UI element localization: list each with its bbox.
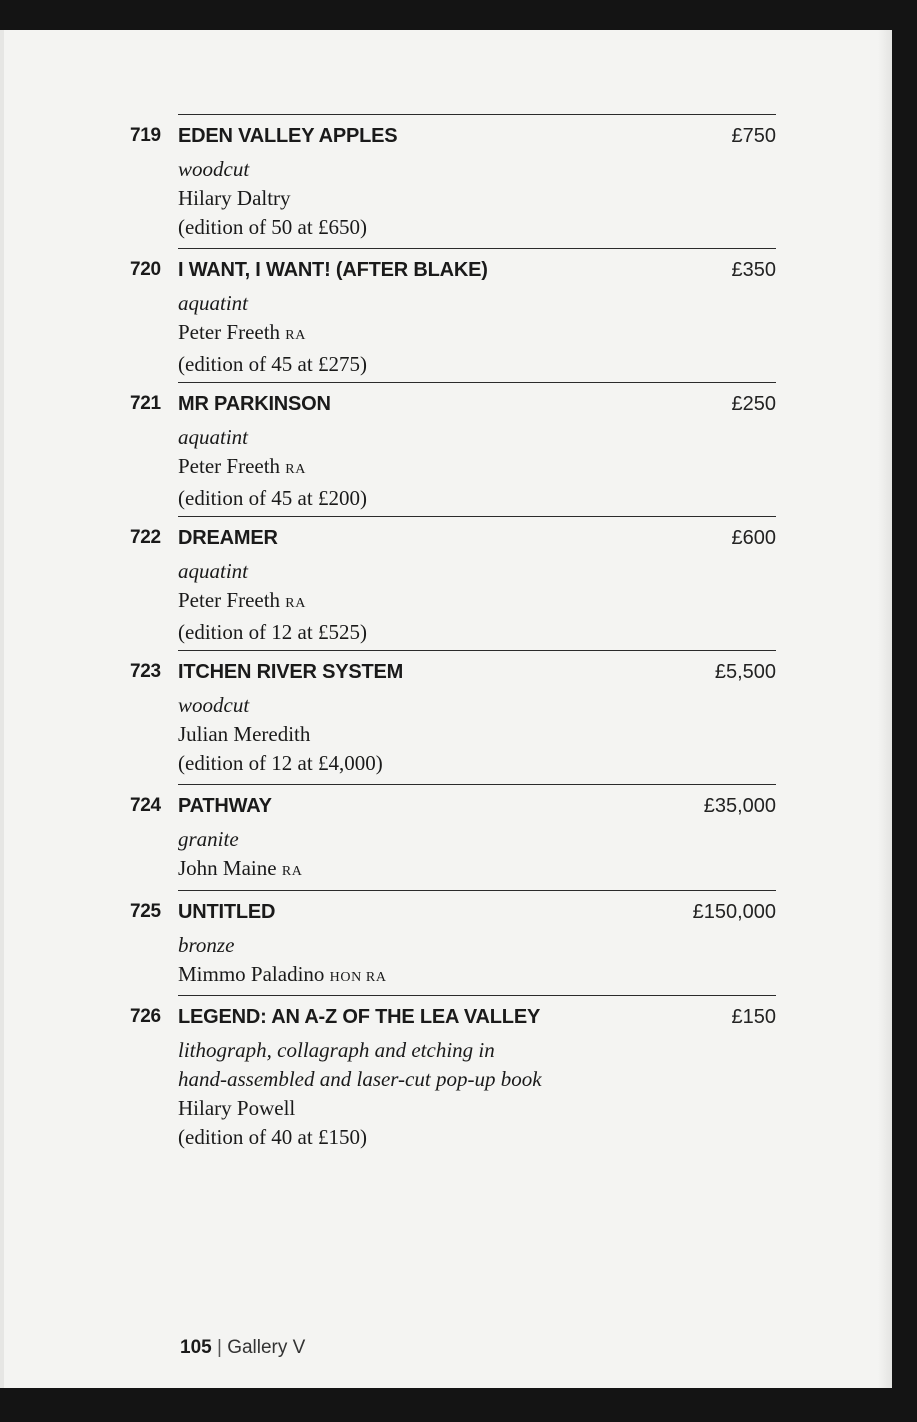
entry-title: MR PARKINSON xyxy=(178,393,331,415)
artist-name: Hilary Daltry xyxy=(178,186,291,210)
entry-number: 721 xyxy=(130,393,161,414)
artist-honour: RA xyxy=(285,462,306,477)
entry-number: 725 xyxy=(130,901,161,922)
catalogue-entry xyxy=(130,890,776,986)
entry-price: £350 xyxy=(731,259,776,281)
entry-title: ITCHEN RIVER SYSTEM xyxy=(178,661,404,683)
entry-medium: aquatint xyxy=(178,559,249,583)
catalogue-entry xyxy=(130,382,776,510)
entry-title: I WANT, I WANT! (AFTER BLAKE) xyxy=(178,259,488,281)
catalogue-entry xyxy=(130,114,776,239)
catalogue-entry xyxy=(130,248,776,376)
catalogue-entry xyxy=(130,516,776,644)
entry-price: £600 xyxy=(731,527,776,549)
artist-name: Mimmo Paladino xyxy=(178,962,325,986)
artist-name: John Maine xyxy=(178,856,277,880)
section-name: Gallery V xyxy=(227,1337,306,1358)
artist-honour: RA xyxy=(281,864,303,879)
artist-honour: RA xyxy=(285,596,306,611)
entry-number: 726 xyxy=(130,1006,161,1027)
entry-artist xyxy=(178,960,387,992)
entry-artist xyxy=(178,318,367,350)
entry-number: 719 xyxy=(130,125,161,146)
entry-artist xyxy=(178,1094,542,1123)
page-number: 105 xyxy=(180,1337,212,1358)
entry-medium: woodcut xyxy=(178,157,250,181)
artist-honour: RA xyxy=(285,328,306,343)
entry-title: UNTITLED xyxy=(178,901,276,923)
entry-artist xyxy=(178,586,367,618)
entry-number: 722 xyxy=(130,527,161,548)
entry-price: £750 xyxy=(731,125,776,147)
page-footer xyxy=(180,1337,305,1359)
entry-number: 724 xyxy=(130,795,161,816)
entry-medium-continued: hand-assembled and laser-cut pop-up book xyxy=(178,1067,542,1091)
entry-title: DREAMER xyxy=(178,527,278,549)
entry-title: EDEN VALLEY APPLES xyxy=(178,125,398,147)
entry-price: £250 xyxy=(731,393,776,415)
artist-name: Peter Freeth xyxy=(178,454,281,478)
catalogue-entry xyxy=(130,784,776,880)
entry-edition: (edition of 45 at £275) xyxy=(178,352,367,376)
entry-price: £35,000 xyxy=(703,795,776,817)
entry-medium: woodcut xyxy=(178,693,250,717)
entry-price: £150 xyxy=(731,1006,776,1028)
entry-edition: (edition of 12 at £4,000) xyxy=(178,751,383,775)
entry-medium: lithograph, collagraph and etching in xyxy=(178,1038,495,1062)
entry-number: 720 xyxy=(130,259,161,280)
entry-medium: bronze xyxy=(178,933,235,957)
entry-title: PATHWAY xyxy=(178,795,272,817)
entry-number: 723 xyxy=(130,661,161,682)
entry-edition: (edition of 50 at £650) xyxy=(178,215,367,239)
entry-artist xyxy=(178,720,383,749)
entry-artist xyxy=(178,854,302,886)
artist-name: Peter Freeth xyxy=(178,588,281,612)
entry-edition: (edition of 45 at £200) xyxy=(178,486,367,510)
artist-name: Julian Meredith xyxy=(178,722,311,746)
entry-artist xyxy=(178,452,367,484)
artist-name: Peter Freeth xyxy=(178,320,281,344)
entry-artist xyxy=(178,184,367,213)
entry-edition: (edition of 40 at £150) xyxy=(178,1125,367,1149)
catalogue-entry xyxy=(130,650,776,775)
artist-name: Hilary Powell xyxy=(178,1096,296,1120)
entry-medium: aquatint xyxy=(178,425,249,449)
catalogue-page xyxy=(0,30,892,1388)
entry-medium: granite xyxy=(178,827,239,851)
artist-honour: HON RA xyxy=(329,970,387,985)
entry-medium: aquatint xyxy=(178,291,249,315)
entry-price: £5,500 xyxy=(714,661,776,683)
page-edge xyxy=(878,30,892,1388)
footer-separator: | xyxy=(216,1337,222,1358)
entry-price: £150,000 xyxy=(692,901,776,923)
entry-edition: (edition of 12 at £525) xyxy=(178,620,367,644)
entry-title: LEGEND: AN A-Z OF THE LEA VALLEY xyxy=(178,1006,541,1028)
catalogue-entry xyxy=(130,995,776,1149)
